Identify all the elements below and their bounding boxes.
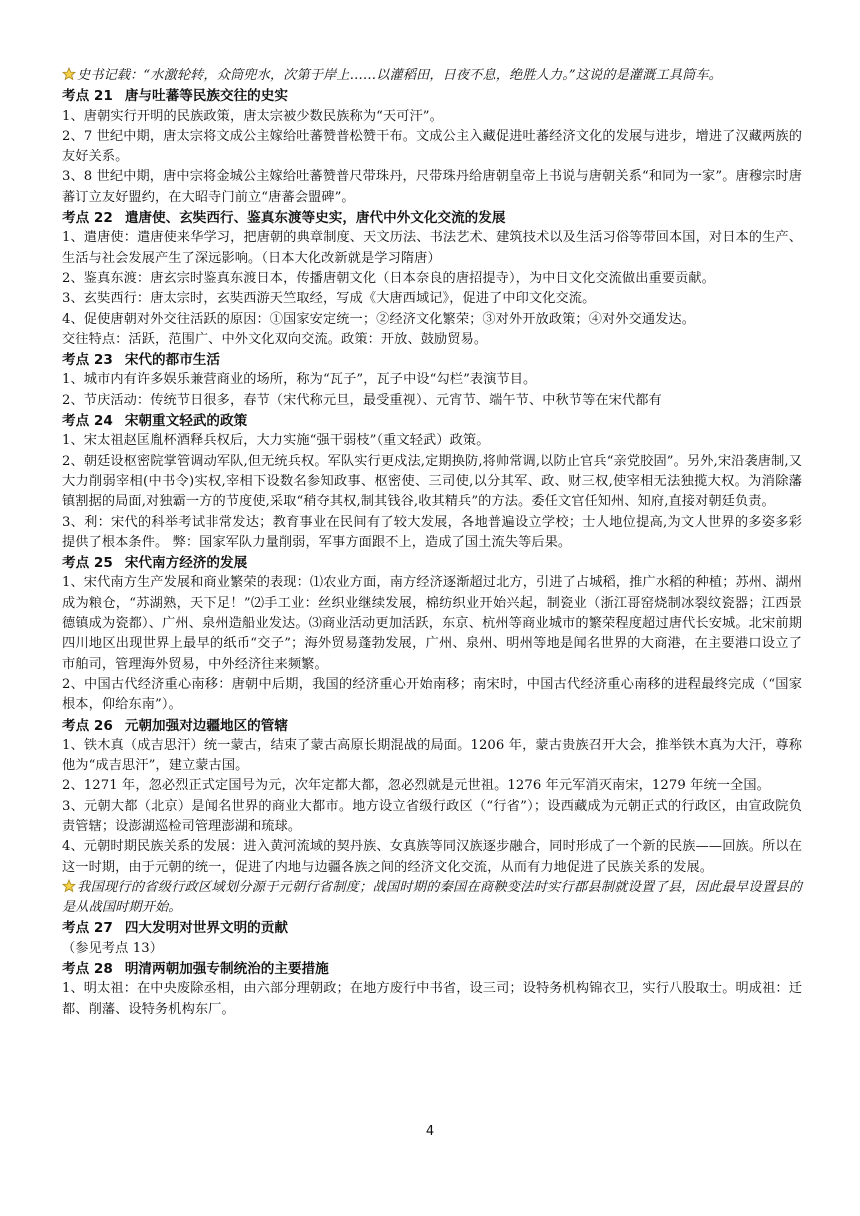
paragraph: 3、玄奘西行：唐太宗时，玄奘西游天竺取经，写成《大唐西域记》，促进了中印文化交流。 <box>62 291 596 307</box>
section-number: 考点 23 <box>62 352 113 369</box>
paragraph: 1、宋太祖赵匡胤杯酒释兵权后，大力实施“强干弱枝”（重文轻武）政策。 <box>62 433 490 449</box>
section-title: 宋朝重文轻武的政策 <box>124 413 248 430</box>
document-page <box>62 66 802 1020</box>
paragraph: 4、促使唐朝对外交往活跃的原因：①国家安定统一；②经济文化繁荣；③对外开放政策；④对外交通发达。 <box>62 311 695 327</box>
section-number: 考点 25 <box>62 555 113 572</box>
note-paragraph <box>62 878 802 919</box>
section-title: 唐与吐蕃等民族交往的史实 <box>124 88 288 105</box>
star-icon <box>62 67 76 81</box>
section-heading <box>62 716 802 736</box>
paragraph: 1、城市内有许多娱乐兼营商业的场所，称为“瓦子”，瓦子中设“勾栏”表演节目。 <box>62 372 537 388</box>
paragraph: 2、1271 年，忽必烈正式定国号为元，次年定都大都，忽必烈就是元世祖。1276 年元军消灭南宋，1279 年统一全国。 <box>62 778 770 794</box>
paragraph: 2、7 世纪中期，唐太宗将文成公主嫁给吐蕃赞普松赞干布。文成公主入藏促进吐蕃经济文化的发展与进步，增进了汉藏两族的友好关系。 <box>62 128 802 165</box>
paragraph: 3、利：宋代的科举考试非常发达；教育事业在民间有了较大发展，各地普遍设立学校；士人地位提高,为文人世界的多姿多彩提供了根本条件。 弊：国家军队力量削弱，军事方面跟不上，造成了国土流失等后果。 <box>62 514 802 550</box>
paragraph: 交往特点：活跃，范围广、中外文化双向交流。政策：开放、鼓励贸易。 <box>62 331 488 347</box>
section-number: 考点 21 <box>62 88 113 105</box>
paragraph: 2、节庆活动：传统节日很多，春节（宋代称元旦，最受重视）、元宵节、端午节、中秋节等在宋代都有 <box>62 392 662 408</box>
section-title: 四大发明对世界文明的贡献 <box>124 920 288 937</box>
section-title: 宋代南方经济的发展 <box>124 555 248 572</box>
paragraph: 1、明太祖：在中央废除丞相，由六部分理朝政；在地方废行中书省，设三司；设特务机构锦衣卫，实行八股取士。明成祖：迁都、削藩、设特务机构东厂。 <box>62 981 802 1017</box>
section-heading <box>62 208 802 228</box>
paragraph: 1、遣唐使：遣唐使来华学习，把唐朝的典章制度、天文历法、书法艺术、建筑技术以及生活习俗等带回本国，对日本的生产、生活与社会发展产生了深远影响。（日本大化改新就是学习隋唐） <box>62 230 802 266</box>
paragraph: 1、铁木真（成吉思汗）统一蒙古，结束了蒙古高原长期混战的局面。1206 年，蒙古贵族召开大会，推举铁木真为大汗，尊称他为“成吉思汗”，建立蒙古国。 <box>62 737 802 774</box>
section-heading <box>62 553 802 573</box>
section-title: 宋代的都市生活 <box>124 352 220 369</box>
paragraph: 4、元朝时期民族关系的发展：进入黄河流域的契丹族、女真族等同汉族逐步融合，同时形成了一个新的民族——回族。所以在这一时期，由于元朝的统一，促进了内地与边疆各族之间的经济文化交流，从而有力地促进了民族关系的发展。 <box>62 839 802 875</box>
section-heading <box>62 959 802 979</box>
paragraph: 2、鉴真东渡：唐玄宗时鉴真东渡日本，传播唐朝文化（日本奈良的唐招提寺），为中日文化交流做出重要贡献。 <box>62 270 715 286</box>
note-text: 我国现行的省级行政区域划分源于元朝行省制度；战国时期的秦国在商鞅变法时实行郡县制就设置了县，因此最早设置县的是从战国时期开始。 <box>62 879 802 916</box>
note-paragraph <box>62 66 802 86</box>
paragraph: 2、中国古代经济重心南移：唐朝中后期，我国的经济重心开始南移；南宋时，中国古代经济重心南移的进程最终完成（“国家根本，仰给东南”）。 <box>62 676 802 713</box>
note-text: 史书记载：“水激轮转，众筒兜水，次第于岸上……以灌稻田，日夜不息，绝胜人力。”这说的是灌溉工具筒车。 <box>77 68 722 83</box>
paragraph: 3、8 世纪中期，唐中宗将金城公主嫁给吐蕃赞普尺带珠丹，尺带珠丹给唐朝皇帝上书说与唐朝关系“和同为一家”。唐穆宗时唐蕃订立友好盟约，在大昭寺门前立“唐蕃会盟碑”。 <box>62 169 802 205</box>
star-icon <box>62 879 76 893</box>
section-number: 考点 24 <box>62 413 113 430</box>
section-number: 考点 26 <box>62 717 113 734</box>
page-number: 4 <box>425 1124 435 1139</box>
section-number: 考点 28 <box>62 961 113 978</box>
section-title: 遣唐使、玄奘西行、鉴真东渡等史实，唐代中外文化交流的发展 <box>124 210 506 227</box>
paragraph: 1、唐朝实行开明的民族政策，唐太宗被少数民族称为“天可汗”。 <box>62 108 443 124</box>
section-heading <box>62 86 802 106</box>
section-heading <box>62 918 802 938</box>
section-title: 元朝加强对边疆地区的管辖 <box>124 717 288 734</box>
section-heading <box>62 350 802 370</box>
paragraph: 3、元朝大都（北京）是闻名世界的商业大都市。地方设立省级行政区（“行省”）；设西藏成为元朝正式的行政区，由宣政院负责管辖；设澎湖巡检司管理澎湖和琉球。 <box>62 798 802 834</box>
section-number: 考点 27 <box>62 920 113 937</box>
paragraph: （参见考点 13） <box>62 940 163 956</box>
section-heading <box>62 411 802 431</box>
section-title: 明清两朝加强专制统治的主要措施 <box>124 961 329 978</box>
section-number: 考点 22 <box>62 210 113 227</box>
paragraph: 1、宋代南方生产发展和商业繁荣的表现：⑴农业方面，南方经济逐渐超过北方，引进了占城稻，推广水稻的种植；苏州、湖州成为粮仓，“苏湖熟，天下足！”⑵手工业：丝织业继续发展，棉纺织业开始兴起，制瓷业（浙江哥窑烧制冰裂纹瓷器；江西景德镇成为瓷都）、广州、泉州造船业发达。⑶商业活动更加活跃，东京、杭州等商业城市的繁荣程度超过唐代长安城。北宋前期四川地区出现世界上最早的纸币“交子”；海外贸易蓬勃发展，广州、泉州、明州等地是闻名世界的大商港，在主要港口设立了市舶司，管理海外贸易，中外经济往来频繁。 <box>62 575 802 672</box>
paragraph: 2、朝廷设枢密院掌管调动军队,但无统兵权。军队实行更戍法,定期换防,将帅常调,以防止官兵“亲党胶固”。另外,宋沿袭唐制,又大力削弱宰相(中书令)实权,宰相下设数名参知政事、枢密使、三司使,以分其军、政、财三权,使宰相无法独揽大权。为消除藩镇割据的局面,对独霸一方的节度使,采取“稍夺其权,制其钱谷,收其精兵”的方法。委任文官任知州、知府,直接对朝廷负责。 <box>62 453 802 510</box>
